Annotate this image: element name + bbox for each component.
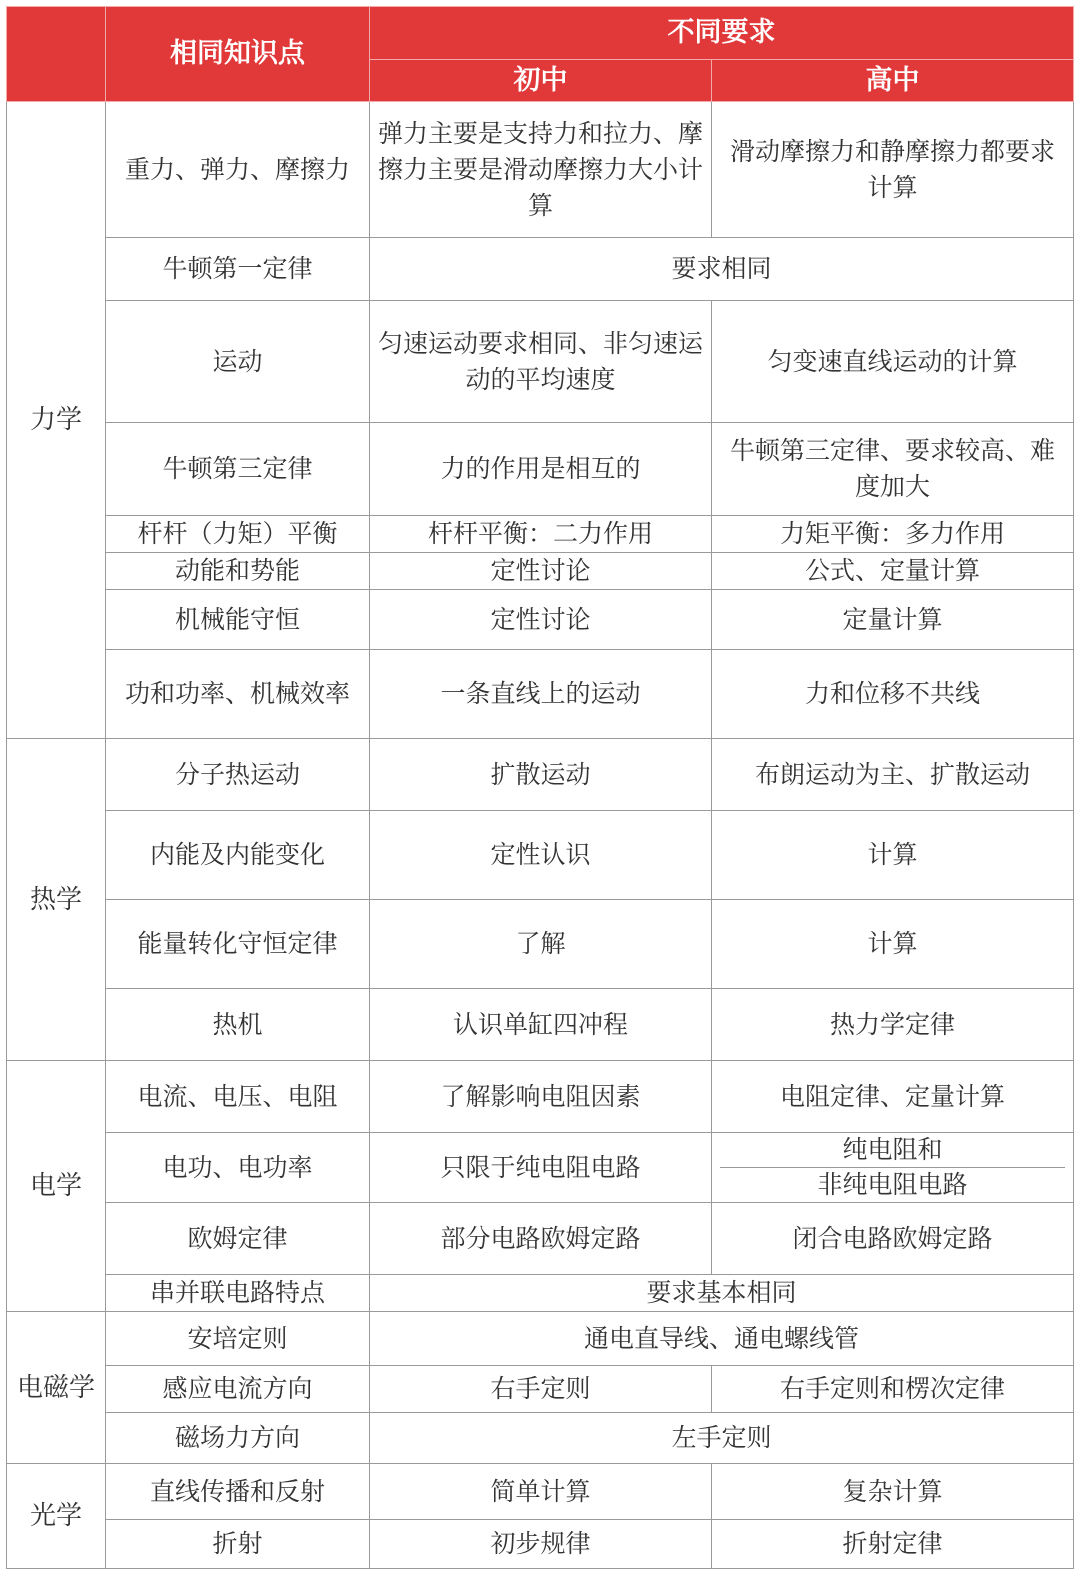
high-cell: 牛顿第三定律、要求较高、难度加大 (712, 423, 1074, 516)
table-row (7, 1464, 1074, 1520)
high-cell: 力矩平衡：多力作用 (712, 516, 1074, 553)
middle-cell: 部分电路欧姆定路 (370, 1203, 712, 1275)
high-cell-top: 纯电阻和 (720, 1133, 1065, 1168)
category-heat: 热学 (7, 739, 106, 1061)
table-row (7, 739, 1074, 811)
middle-cell: 了解影响电阻因素 (370, 1061, 712, 1133)
topic-cell: 直线传播和反射 (106, 1464, 370, 1520)
table-row (7, 1275, 1074, 1312)
topic-cell: 电流、电压、电阻 (106, 1061, 370, 1133)
middle-cell: 扩散运动 (370, 739, 712, 811)
middle-cell: 定性讨论 (370, 590, 712, 650)
high-cell: 复杂计算 (712, 1464, 1074, 1520)
middle-cell: 匀速运动要求相同、非匀速运动的平均速度 (370, 301, 712, 423)
topic-cell: 杆杆（力矩）平衡 (106, 516, 370, 553)
high-cell: 计算 (712, 811, 1074, 900)
high-cell: 电阻定律、定量计算 (712, 1061, 1074, 1133)
topic-cell: 感应电流方向 (106, 1366, 370, 1413)
table-row (7, 553, 1074, 590)
table-row (7, 1061, 1074, 1133)
middle-cell: 初步规律 (370, 1520, 712, 1569)
topic-cell: 电功、电功率 (106, 1133, 370, 1203)
merged-cell: 通电直导线、通电螺线管 (370, 1312, 1074, 1366)
middle-cell: 弹力主要是支持力和拉力、摩擦力主要是滑动摩擦力大小计算 (370, 102, 712, 238)
high-cell: 力和位移不共线 (712, 650, 1074, 739)
merged-cell: 左手定则 (370, 1413, 1074, 1464)
table-row (7, 238, 1074, 301)
table-row (7, 811, 1074, 900)
middle-cell: 右手定则 (370, 1366, 712, 1413)
middle-cell: 只限于纯电阻电路 (370, 1133, 712, 1203)
high-cell: 公式、定量计算 (712, 553, 1074, 590)
middle-cell: 定性认识 (370, 811, 712, 900)
high-cell: 匀变速直线运动的计算 (712, 301, 1074, 423)
topic-cell: 分子热运动 (106, 739, 370, 811)
high-cell-bottom: 非纯电阻电路 (817, 1170, 968, 1199)
middle-cell: 简单计算 (370, 1464, 712, 1520)
table-row (7, 1413, 1074, 1464)
merged-cell: 要求基本相同 (370, 1275, 1074, 1312)
high-split-cell (712, 1133, 1074, 1203)
topic-cell: 内能及内能变化 (106, 811, 370, 900)
table-row (7, 1203, 1074, 1275)
high-cell: 闭合电路欧姆定路 (712, 1203, 1074, 1275)
topic-cell: 热机 (106, 989, 370, 1061)
header-different: 不同要求 (370, 7, 1074, 60)
topic-cell: 安培定则 (106, 1312, 370, 1366)
header-blank (7, 7, 106, 102)
category-electricity: 电学 (7, 1061, 106, 1312)
topic-cell: 磁场力方向 (106, 1413, 370, 1464)
topic-cell: 动能和势能 (106, 553, 370, 590)
topic-cell: 牛顿第三定律 (106, 423, 370, 516)
middle-cell: 力的作用是相互的 (370, 423, 712, 516)
topic-cell: 欧姆定律 (106, 1203, 370, 1275)
table-row (7, 650, 1074, 739)
topic-cell: 能量转化守恒定律 (106, 900, 370, 989)
high-cell: 定量计算 (712, 590, 1074, 650)
topic-cell: 机械能守恒 (106, 590, 370, 650)
table-row (7, 900, 1074, 989)
category-mechanics: 力学 (7, 102, 106, 739)
high-cell: 滑动摩擦力和静摩擦力都要求计算 (712, 102, 1074, 238)
table-row (7, 989, 1074, 1061)
header-middle-school: 初中 (370, 60, 712, 102)
topic-cell: 牛顿第一定律 (106, 238, 370, 301)
topic-cell: 串并联电路特点 (106, 1275, 370, 1312)
high-cell: 热力学定律 (712, 989, 1074, 1061)
high-cell: 布朗运动为主、扩散运动 (712, 739, 1074, 811)
comparison-table (6, 6, 1074, 1569)
table-row (7, 1312, 1074, 1366)
category-electromagnetism: 电磁学 (7, 1312, 106, 1464)
high-cell: 折射定律 (712, 1520, 1074, 1569)
topic-cell: 功和功率、机械效率 (106, 650, 370, 739)
topic-cell: 折射 (106, 1520, 370, 1569)
header-same-points: 相同知识点 (106, 7, 370, 102)
middle-cell: 认识单缸四冲程 (370, 989, 712, 1061)
middle-cell: 一条直线上的运动 (370, 650, 712, 739)
category-optics: 光学 (7, 1464, 106, 1569)
table-row (7, 1133, 1074, 1203)
table-row (7, 590, 1074, 650)
middle-cell: 杆杆平衡：二力作用 (370, 516, 712, 553)
table-row (7, 423, 1074, 516)
topic-cell: 重力、弹力、摩擦力 (106, 102, 370, 238)
high-cell: 右手定则和楞次定律 (712, 1366, 1074, 1413)
middle-cell: 定性讨论 (370, 553, 712, 590)
merged-cell: 要求相同 (370, 238, 1074, 301)
table-row (7, 1520, 1074, 1569)
table-row (7, 301, 1074, 423)
table-row (7, 102, 1074, 238)
table-row (7, 1366, 1074, 1413)
table-row (7, 516, 1074, 553)
high-cell: 计算 (712, 900, 1074, 989)
topic-cell: 运动 (106, 301, 370, 423)
middle-cell: 了解 (370, 900, 712, 989)
header-high-school: 高中 (712, 60, 1074, 102)
